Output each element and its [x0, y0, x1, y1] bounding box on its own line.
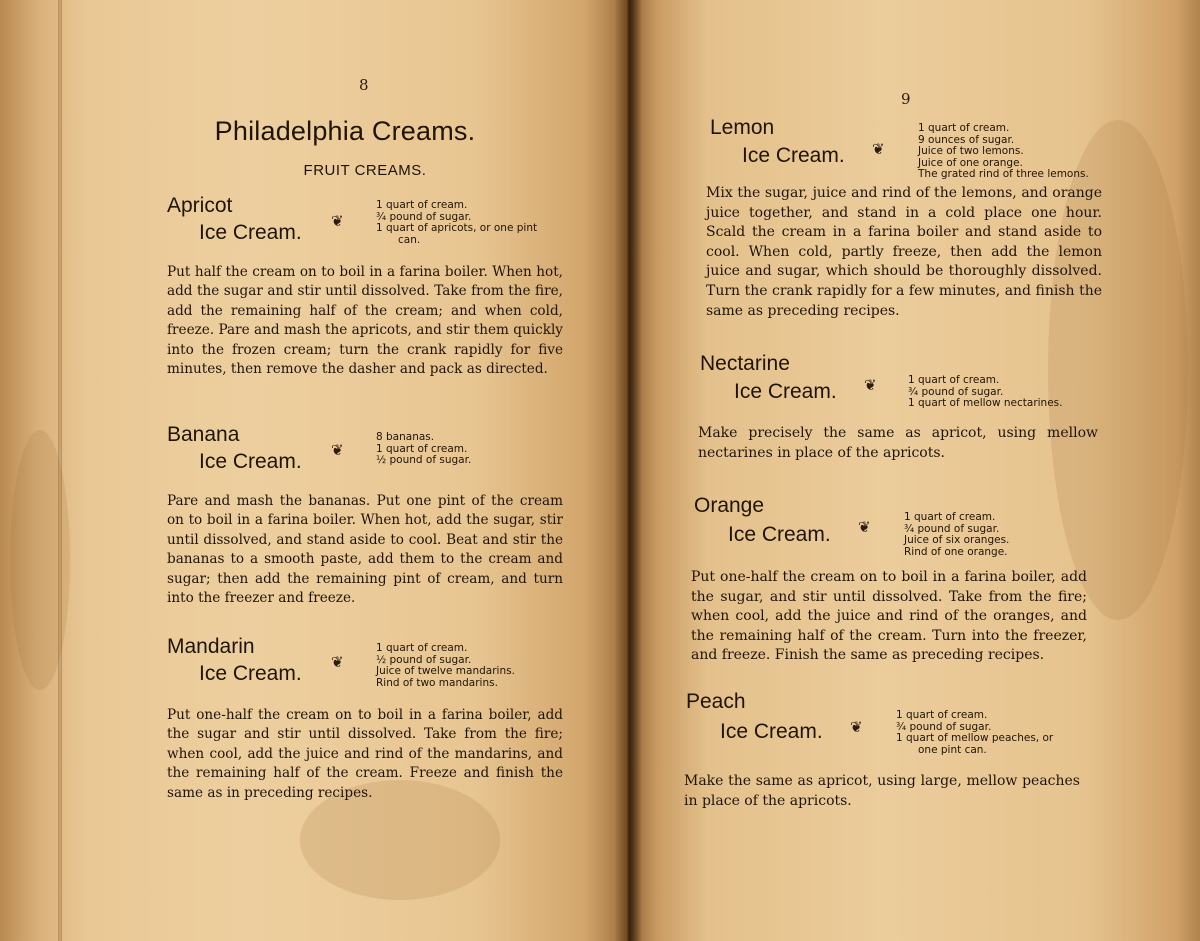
ingredient-list	[904, 512, 1009, 558]
fleuron-icon: ❦	[850, 718, 863, 736]
ingredient: ¾ pound of sugar.	[376, 210, 472, 223]
recipe-name: Lemon	[710, 116, 775, 139]
section-subtitle: FRUIT CREAMS.	[303, 162, 427, 179]
ingredient: ¾ pound of sugar.	[904, 522, 1000, 535]
ingredient: 1 quart of cream.	[376, 642, 468, 654]
ingredient: 1 quart of mellow nectarines.	[908, 397, 1063, 409]
ingredient: 1 quart of cream.	[896, 709, 988, 721]
recipe-name: Banana	[167, 423, 240, 446]
fleuron-icon: ❦	[864, 376, 877, 394]
page-number: 9	[901, 90, 911, 108]
ingredient: Juice of twelve mandarins.	[376, 665, 515, 677]
page-number: 8	[359, 76, 369, 94]
recipe-name-suffix: Ice Cream.	[199, 450, 302, 473]
paper-stain	[10, 430, 70, 690]
recipe-text: Put half the cream on to boil in a farina boiler. When hot, add the sugar and stir until dissolved. Take from the fire, add the remaining half of the cream; and when cold, freeze. Pare and mash the apricots, and stir them quickly into the frozen cream; turn the crank rapidly for five minutes, then remove the dasher and pack as directed.	[167, 264, 563, 378]
recipe-name-suffix: Ice Cream.	[199, 662, 302, 685]
ingredient: 9 ounces of sugar.	[918, 133, 1015, 146]
ingredient: 1 quart of cream.	[908, 374, 1000, 386]
ingredient-list	[908, 375, 1062, 410]
page-title: Philadelphia Creams.	[214, 116, 476, 146]
fleuron-icon: ❦	[331, 441, 344, 459]
recipe-name-suffix: Ice Cream.	[199, 221, 302, 244]
ingredient: Rind of two mandarins.	[376, 676, 498, 689]
ingredient: one pint can.	[918, 743, 987, 756]
recipe-name-suffix: Ice Cream.	[734, 380, 837, 403]
right-page	[628, 0, 1200, 941]
ingredient: 1 quart of mellow peaches, or	[896, 732, 1054, 744]
recipe-text: Put one-half the cream on to boil in a farina boiler, add the sugar and stir until dissolved. Take from the fire; when cool, add the juice and rind of the mandarins, and the remaining half of the cream. Freeze and finish the same as in preceding recipes.	[167, 707, 563, 801]
fleuron-icon: ❦	[872, 140, 885, 158]
recipe-name: Apricot	[167, 194, 233, 217]
ingredient: Juice of six oranges.	[904, 534, 1010, 546]
ingredient: Juice of one orange.	[918, 156, 1023, 169]
ingredient-list	[376, 643, 515, 689]
ingredient-list	[896, 710, 1053, 756]
recipe-text: Pare and mash the bananas. Put one pint of the cream on to boil in a farina boiler. When hot, add the sugar, stir until dissolved, and stand aside to cool. Beat and stir the bananas to a smooth paste, add them to the cream and sugar; then add the remaining pint of cream, and turn into the freezer and freeze.	[167, 493, 563, 607]
ingredient: The grated rind of three lemons.	[918, 168, 1089, 180]
recipe-name: Orange	[694, 494, 765, 517]
ingredient: 8 bananas.	[376, 431, 435, 443]
recipe-name-suffix: Ice Cream.	[728, 523, 831, 546]
ingredient: can.	[398, 233, 421, 246]
ingredient: Rind of one orange.	[904, 545, 1008, 558]
recipe-text: Put one-half the cream on to boil in a farina boiler, add the sugar, and stir until dissolved. Take from the fire; when cool, add the juice and rind of the oranges, and the remaining half of the cream. Turn into the freezer, and freeze. Finish the same as preceding recipes.	[691, 569, 1087, 664]
recipe-name-suffix: Ice Cream.	[742, 144, 845, 167]
fleuron-icon: ❦	[858, 518, 871, 536]
ingredient-list	[376, 200, 537, 246]
fleuron-icon: ❦	[331, 653, 344, 671]
recipe-text: Mix the sugar, juice and rind of the lemons, and orange juice together, and stand in a cold place one hour. Scald the cream in a farina boiler and stand aside to cool. When cold, partly freeze, then add the lemon juice and sugar, which should be thoroughly dissolved. Turn the crank rapidly for a few minutes, and finish the same as preceding recipes.	[706, 185, 1102, 319]
ingredient: 1 quart of apricots, or one pint	[376, 222, 538, 234]
ingredient-list	[376, 432, 471, 467]
ingredient: 1 quart of cream.	[904, 511, 996, 523]
recipe-name-suffix: Ice Cream.	[720, 720, 823, 743]
ingredient: ½ pound of sugar.	[376, 454, 472, 466]
recipe-name: Mandarin	[167, 635, 255, 658]
recipe-name: Peach	[686, 690, 746, 713]
ingredient-list	[918, 123, 1089, 181]
recipe-text: Make the same as apricot, using large, mellow peaches in place of the apricots.	[684, 773, 1080, 809]
ingredient: 1 quart of cream.	[376, 199, 468, 211]
fleuron-icon: ❦	[331, 212, 344, 230]
recipe-name: Nectarine	[700, 352, 790, 375]
ingredient: ¾ pound of sugar.	[896, 720, 992, 733]
recipe-text: Make precisely the same as apricot, using mellow nectarines in place of the apricots.	[698, 425, 1098, 461]
ingredient: ½ pound of sugar.	[376, 653, 472, 666]
ingredient: Juice of two lemons.	[918, 145, 1024, 157]
ingredient: 1 quart of cream.	[918, 122, 1010, 134]
book-gutter	[614, 0, 642, 941]
ingredient: 1 quart of cream.	[376, 442, 468, 455]
ingredient: ¾ pound of sugar.	[908, 385, 1004, 398]
